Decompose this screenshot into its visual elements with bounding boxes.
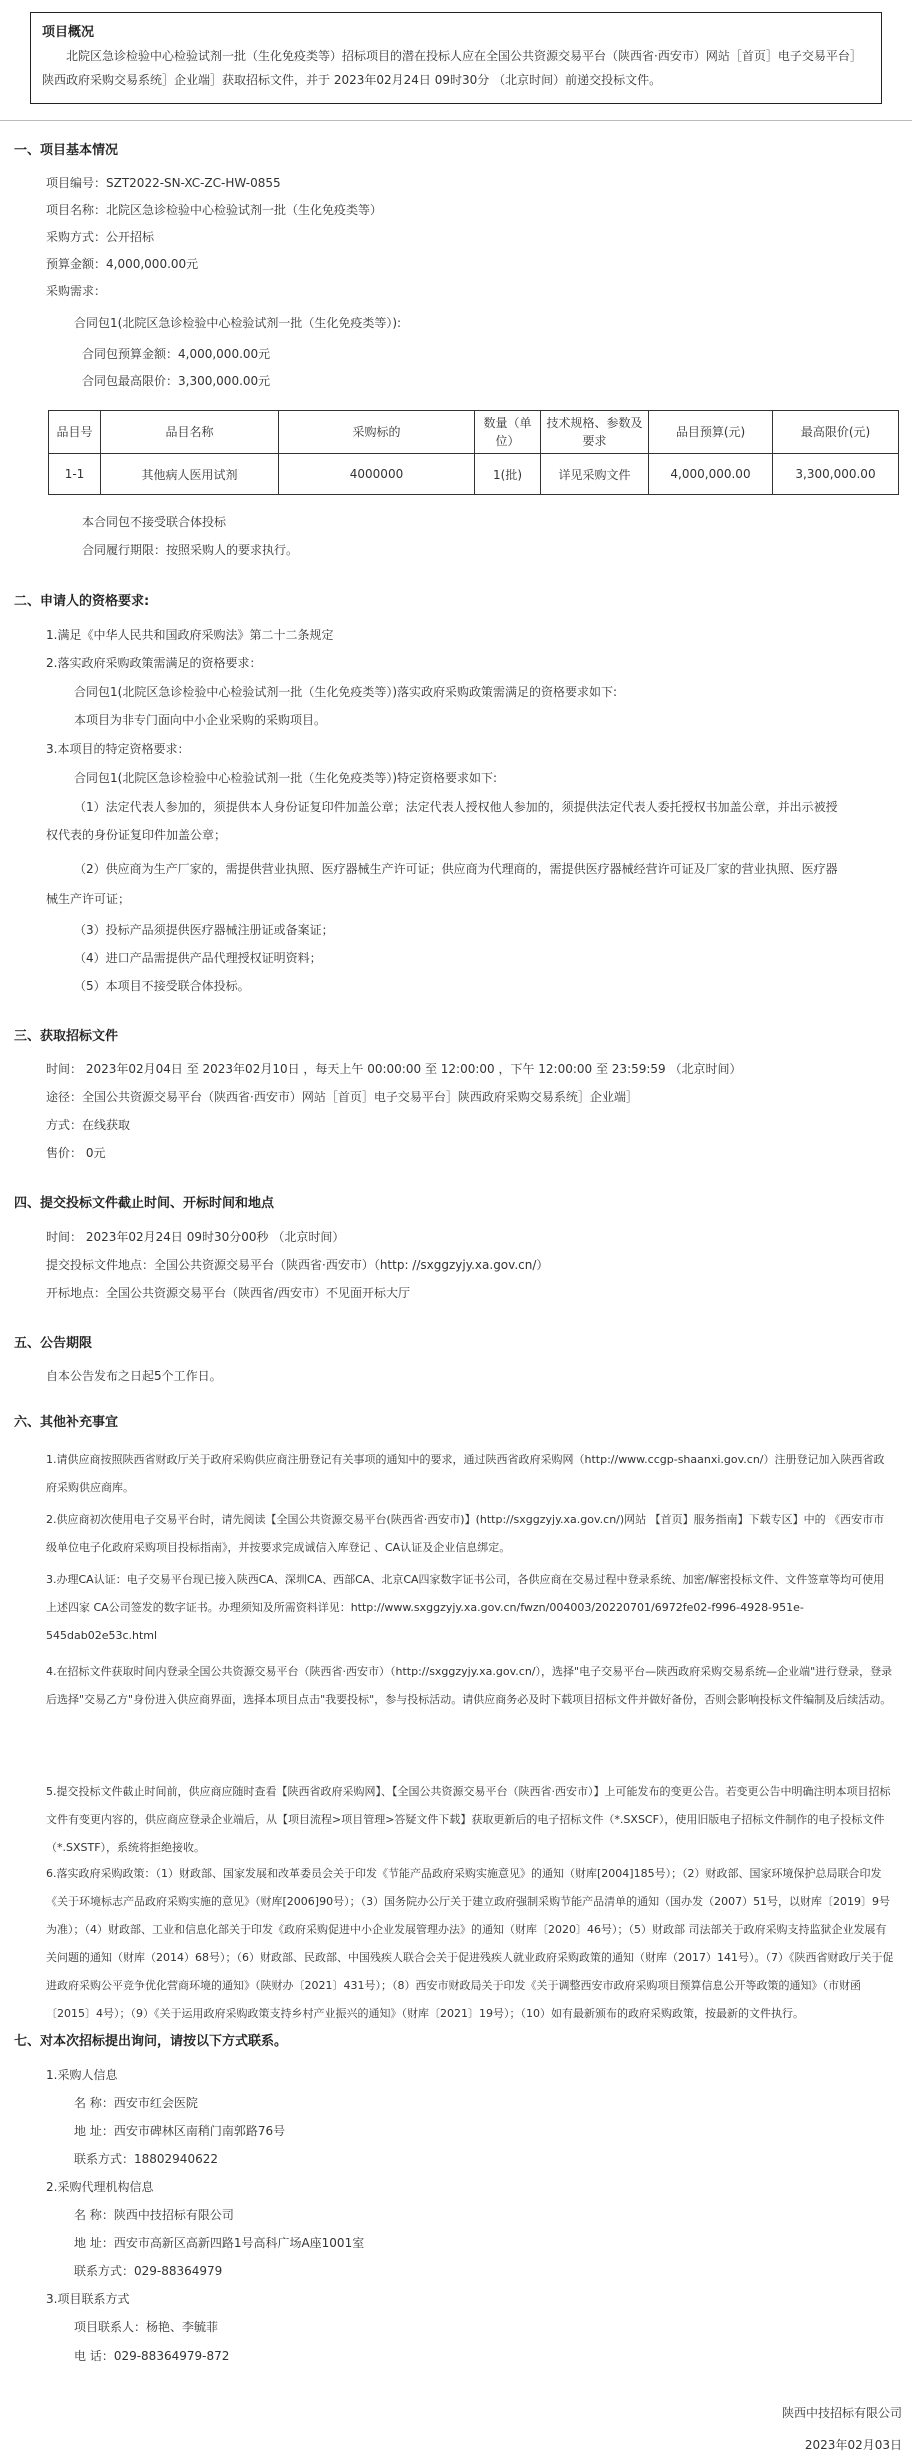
- section-5-title: 五、公告期限: [14, 1336, 93, 1351]
- table-header-cell: 品目名称: [101, 411, 279, 454]
- purchaser-address: 地 址：西安市碑林区南稍门南郭路76号: [74, 2124, 286, 2138]
- lot-max-price: 合同包最高限价：3,300,000.00元: [82, 374, 271, 388]
- procurement-method: 采购方式：公开招标: [46, 230, 155, 244]
- table-cell: 3,300,000.00: [773, 454, 899, 495]
- table-header-row: [49, 411, 899, 454]
- section-7-title: 七、对本次招标提出询问，请按以下方式联系。: [14, 2034, 288, 2049]
- supplement-item-4: 4.在招标文件获取时间内登录全国公共资源交易平台（陕西省·西安市）（http://sxggzyjy.xa.gov.cn/），选择"电子交易平台—陕西政府采购交易系统—企业端"进行登录，登录后选择"交易乙方"身份进入供应商界面，选择本项目点击"我要投标"，参与投标活动。请供应商务必及时下载项目招标文件并做好备份，否则会影响投标文件编制及后续活动。: [46, 1665, 893, 1706]
- purchaser-info-title: 1.采购人信息: [46, 2068, 118, 2082]
- contract-period: 合同履行期限：按照采购人的要求执行。: [82, 543, 299, 557]
- specific-requirement-1: （1）法定代表人参加的，须提供本人身份证复印件加盖公章；法定代表人授权他人参加的，须提供法定代表人委托授权书加盖公章，并出示被授: [74, 800, 838, 814]
- acquire-way: 途径：全国公共资源交易平台（陕西省·西安市）网站［首页］电子交易平台］陕西政府采购交易系统］企业端］: [46, 1090, 638, 1104]
- procurement-requirement-label: 采购需求：: [46, 284, 107, 298]
- opening-location: 开标地点：全国公共资源交易平台（陕西省/西安市）不见面开标大厅: [46, 1286, 411, 1300]
- overview-title: 项目概况: [42, 25, 95, 40]
- qualification-3: 3.本项目的特定资格要求：: [46, 742, 190, 756]
- submit-location: 提交投标文件地点：全国公共资源交易平台（陕西省·西安市）（http: //sxggzyjy.xa.gov.cn/）: [46, 1258, 549, 1272]
- notice-period-text: 自本公告发布之日起5个工作日。: [46, 1369, 222, 1383]
- table-cell: 1(批): [475, 454, 541, 495]
- specific-requirement-1-cont: 权代表的身份证复印件加盖公章；: [46, 828, 227, 842]
- budget-amount: 预算金额：4,000,000.00元: [46, 257, 199, 271]
- qualification-2: 2.落实政府采购政策需满足的资格要求：: [46, 656, 262, 670]
- qualification-2-note: 本项目为非专门面向中小企业采购的采购项目。: [74, 713, 327, 727]
- specific-requirement-3: （3）投标产品须提供医疗器械注册证或备案证；: [74, 923, 334, 937]
- project-contact-phone: 电 话：029-88364979-872: [74, 2349, 230, 2363]
- overview-box: [30, 12, 882, 104]
- qualification-2-lot: 合同包1(北院区急诊检验中心检验试剂一批（生化免疫类等）)落实政府采购政策需满足的资格要求如下:: [74, 685, 618, 699]
- purchaser-name: 名 称：西安市红会医院: [74, 2096, 198, 2110]
- deadline-time: 时间： 2023年02月24日 09时30分00秒 （北京时间）: [46, 1230, 345, 1244]
- purchaser-contact: 联系方式：18802940622: [74, 2152, 218, 2166]
- items-table: [48, 410, 899, 495]
- supplement-item-5: 5.提交投标文件截止时间前，供应商应随时查看【陕西省政府采购网】、【全国公共资源交易平台（陕西省·西安市）】上可能发布的变更公告。若变更公告中明确注明本项目招标文件有变更内容的，供应商应登录企业端后，从【项目流程>项目管理>答疑文件下载】获取更新后的电子招标文件（*.SXSCF），使用旧版电子招标文件制作的电子投标文件（*.SXSTF），系统将拒绝接收。: [46, 1785, 891, 1854]
- no-consortium-note: 本合同包不接受联合体投标: [82, 515, 227, 529]
- table-cell: 1-1: [49, 454, 101, 495]
- table-header-cell: 品目预算(元): [649, 411, 773, 454]
- issuer-name: 陕西中技招标有限公司: [781, 2406, 902, 2420]
- divider: [0, 120, 912, 121]
- issue-date: 2023年02月03日: [804, 2438, 902, 2452]
- supplement-item-1: 1.请供应商按照陕西省财政厅关于政府采购供应商注册登记有关事项的通知中的要求，通过陕西省政府采购网（http://www.ccgp-shaanxi.gov.cn/）注册登记加入陕西省政府采购供应商库。: [46, 1453, 885, 1494]
- table-header-cell: 技术规格、参数及要求: [541, 411, 649, 454]
- agency-address: 地 址：西安市高新区高新四路1号高科广场A座1001室: [74, 2236, 365, 2250]
- project-number: 项目编号：SZT2022-SN-XC-ZC-HW-0855: [46, 176, 281, 190]
- specific-requirement-5: （5）本项目不接受联合体投标。: [74, 979, 250, 993]
- table-cell: 4000000: [279, 454, 475, 495]
- table-cell: 其他病人医用试剂: [101, 454, 279, 495]
- supplement-item-2: 2.供应商初次使用电子交易平台时，请先阅读【全国公共资源交易平台(陕西省·西安市)】(http://sxggzyjy.xa.gov.cn/)网站 【首页】服务指南】下载专区】中的 《西安市市级单位电子化政府采购项目投标指南》，并按要求完成诚信入库登记 、CA认证及企业信息绑定。: [46, 1513, 885, 1554]
- overview-text: 北院区急诊检验中心检验试剂一批（生化免疫类等）招标项目的潜在投标人应在全国公共资源交易平台（陕西省·西安市）网站［首页］电子交易平台］陕西政府采购交易系统］企业端］获取招标文件，并于 2023年02月24日 09时30分 （北京时间）前递交投标文件。: [42, 49, 862, 87]
- agency-info-title: 2.采购代理机构信息: [46, 2180, 154, 2194]
- table-row: [49, 454, 899, 495]
- project-name: 项目名称：北院区急诊检验中心检验试剂一批（生化免疫类等）: [46, 203, 383, 217]
- specific-requirement-2: （2）供应商为生产厂家的，需提供营业执照、医疗器械生产许可证；供应商为代理商的，需提供医疗器械经营许可证及厂家的营业执照、医疗器: [74, 862, 838, 876]
- qualification-1: 1.满足《中华人民共和国政府采购法》第二十二条规定: [46, 628, 334, 642]
- agency-contact: 联系方式：029-88364979: [74, 2264, 223, 2278]
- section-2-title: 二、申请人的资格要求:: [14, 594, 150, 609]
- supplement-item-3: 3.办理CA认证：电子交易平台现已接入陕西CA、深圳CA、西部CA、北京CA四家数字证书公司，各供应商在交易过程中登录系统、加密/解密投标文件、文件签章等均可使用上述四家 CA公司签发的数字证书。办理须知及所需资料详见：http://www.sxggzyjy.xa.gov.cn/fwzn/004003/20220701/6972fe02-f996-4928-951e-545dab02e53c.html: [46, 1573, 885, 1642]
- section-3-title: 三、获取招标文件: [14, 1029, 119, 1044]
- project-contact-title: 3.项目联系方式: [46, 2292, 130, 2306]
- supplement-item-6: 6.落实政府采购政策：（1）财政部、国家发展和改革委员会关于印发《节能产品政府采购实施意见》的通知（财库[2004]185号）；（2）财政部、国家环境保护总局联合印发《关于环境标志产品政府采购实施的意见》（财库[2006]90号）；（3）国务院办公厅关于建立政府强制采购节能产品清单的通知（国办发（2007）51号，以财库〔2019〕9号为准）；（4）财政部、工业和信息化部关于印发《政府采购促进中小企业发展管理办法》的通知（财库〔2020〕46号）；（5）财政部 司法部关于政府采购支持监狱企业发展有关问题的通知（财库（2014）68号）；（6）财政部、民政部、中国残疾人联合会关于促进残疾人就业政府采购政策的通知（财库（2017）141号）。（7）《陕西省财政厅关于促进政府采购公平竞争优化营商环境的通知》（陕财办〔2021〕431号）；（8）西安市财政局关于印发《关于调整西安市政府采购项目预算信息公开等政策的通知》（市财函〔2015〕4号）；（9）《关于运用政府采购政策支持乡村产业振兴的通知》（财库〔2021〕19号）；（10）如有最新颁布的政府采购政策，按最新的文件执行。: [46, 1867, 894, 2020]
- acquire-mode: 方式：在线获取: [46, 1118, 131, 1132]
- section-6-title: 六、其他补充事宜: [14, 1415, 119, 1430]
- section-1-title: 一、项目基本情况: [14, 143, 119, 158]
- lot-1-title: 合同包1(北院区急诊检验中心检验试剂一批（生化免疫类等）):: [74, 316, 402, 330]
- table-header-cell: 采购标的: [279, 411, 475, 454]
- lot-budget: 合同包预算金额：4,000,000.00元: [82, 347, 271, 361]
- acquire-price: 售价： 0元: [46, 1146, 106, 1160]
- qualification-3-lot: 合同包1(北院区急诊检验中心检验试剂一批（生化免疫类等）)特定资格要求如下:: [74, 771, 498, 785]
- specific-requirement-2-cont: 械生产许可证；: [46, 892, 131, 906]
- table-header-cell: 最高限价(元): [773, 411, 899, 454]
- specific-requirement-4: （4）进口产品需提供产品代理授权证明资料；: [74, 951, 322, 965]
- table-cell: 4,000,000.00: [649, 454, 773, 495]
- acquire-time: 时间： 2023年02月04日 至 2023年02月10日 ，每天上午 00:00:00 至 12:00:00 ，下午 12:00:00 至 23:59:59 （北京时间）: [46, 1062, 742, 1076]
- table-header-cell: 品目号: [49, 411, 101, 454]
- project-contact-person: 项目联系人：杨艳、李毓菲: [74, 2320, 219, 2334]
- table-cell: 详见采购文件: [541, 454, 649, 495]
- table-header-cell: 数量（单位）: [475, 411, 541, 454]
- section-4-title: 四、提交投标文件截止时间、开标时间和地点: [14, 1196, 275, 1211]
- agency-name: 名 称：陕西中技招标有限公司: [74, 2208, 234, 2222]
